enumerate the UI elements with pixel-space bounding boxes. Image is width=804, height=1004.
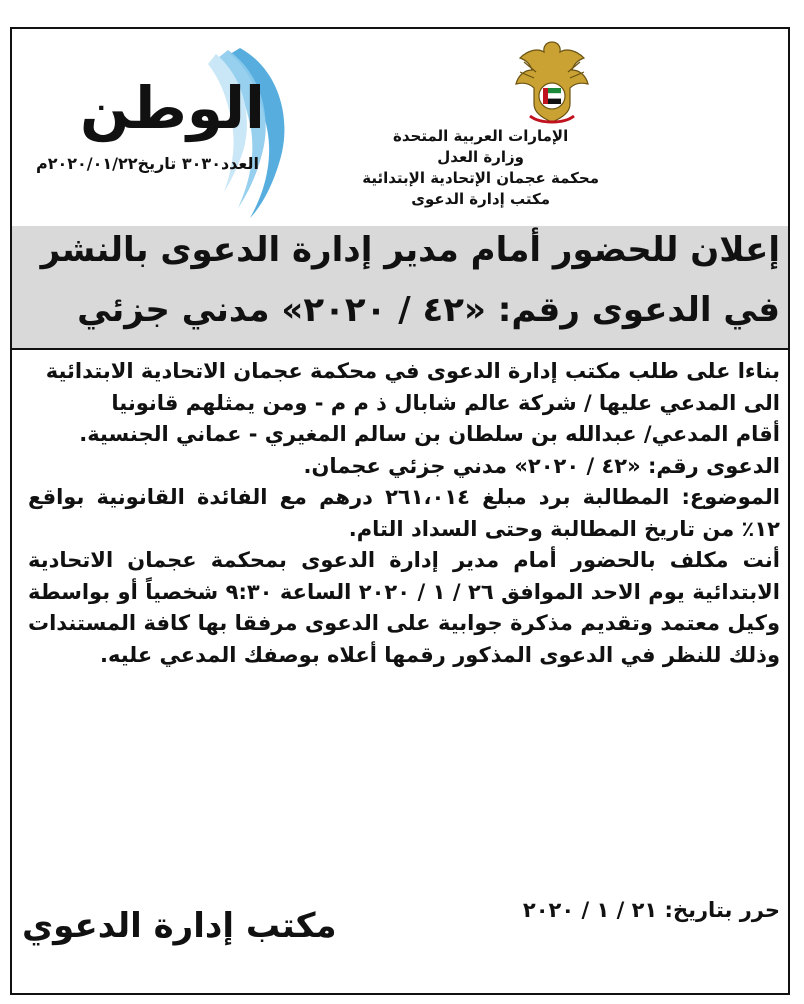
body-subject: الموضوع: المطالبة برد مبلغ ٢٦١،٠١٤ درهم مع الفائدة القانونية بواقع ١٢٪ من تاريخ المطالبة وحتى السداد التام. (28, 485, 780, 541)
government-header (362, 126, 599, 210)
gov-line-country: الإمارات العربية المتحدة (393, 127, 569, 145)
newspaper-name: الوطن (80, 74, 265, 142)
uae-emblem-icon (510, 38, 594, 128)
body-request: بناءا على طلب مكتب إدارة الدعوى في محكمة عجمان الاتحادية الابتدائية (45, 359, 780, 383)
gov-line-ministry: وزارة العدل (437, 148, 524, 166)
gov-line-office: مكتب إدارة الدعوى (411, 190, 551, 208)
body-summons: أنت مكلف بالحضور أمام مدير إدارة الدعوى بمحكمة عجمان الاتحادية الابتدائية يوم الاحد الموافق ٢٦ / ١ / ٢٠٢٠ الساعة ٩:٣٠ شخصياً أو بواسطة وكيل معتمد وتقديم مذكرة جوابية على الدعوى مرفقا بها كافة المستندات وذلك للنظر في الدعوى المذكور رقمها أعلاه بوصفك المدعي عليه. (28, 548, 781, 667)
notice-title: إعلان للحضور أمام مدير إدارة الدعوى بالنشر (40, 230, 780, 270)
body-plaintiff: أقام المدعي/ عبدالله بن سلطان بن سالم المغيري - عماني الجنسية. (79, 422, 780, 446)
signing-office: مكتب إدارة الدعوي (22, 906, 337, 946)
body-case-number: الدعوى رقم: «٤٢ / ٢٠٢٠» مدني جزئي عجمان. (303, 453, 780, 478)
issue-number-date: العدد٣٠٣٠ تاريخ٢٠٢٠/٠١/٢٢م (36, 154, 259, 173)
body-defendant: الى المدعي عليها / شركة عالم شابال ذ م م - ومن يمثلهم قانونيا (111, 390, 780, 415)
case-number-title: في الدعوى رقم: «٤٢ / ٢٠٢٠» مدني جزئي (77, 290, 780, 330)
notice-body (28, 356, 780, 671)
gov-line-court: محكمة عجمان الإتحادية الإبتدائية (362, 169, 599, 187)
title-divider (12, 348, 788, 350)
issue-date: حرر بتاريخ: ٢١ / ١ / ٢٠٢٠ (522, 898, 780, 922)
